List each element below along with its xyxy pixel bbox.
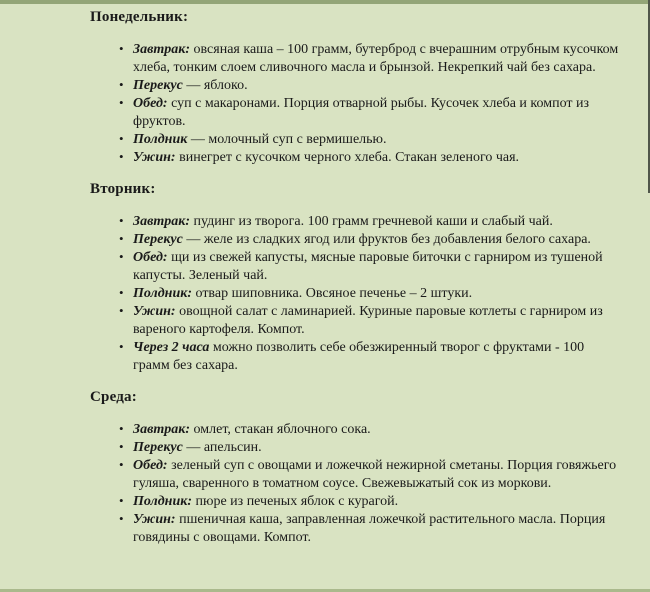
- meal-separator: —: [182, 78, 204, 93]
- meal-list-item: [90, 231, 620, 249]
- meal-text: овсяная каша – 100 грамм, бутерброд с вчерашним отрубным кусочком хлеба, тонким слоем сливочного масла и брынзой. Некрепкий чай без сахара.: [133, 42, 619, 75]
- bullet-icon: •: [119, 285, 124, 300]
- bullet-icon: •: [119, 213, 124, 228]
- meal-label: Завтрак:: [133, 422, 191, 437]
- meal-label: Перекус: [133, 78, 183, 93]
- meal-list-item: [90, 249, 620, 285]
- bullet-icon: •: [119, 303, 124, 318]
- meal-text: щи из свежей капусты, мясные паровые биточки с гарниром из тушеной капусты. Зеленый чай.: [133, 250, 603, 283]
- bullet-icon: •: [119, 511, 124, 526]
- day-section: [90, 180, 620, 375]
- meal-list-item: [90, 457, 620, 493]
- day-heading: Понедельник:: [90, 9, 189, 25]
- meal-label: Полдник:: [133, 494, 192, 509]
- meal-list-item: [90, 41, 620, 77]
- meal-label: Перекус: [133, 440, 183, 455]
- meal-list-item: [90, 285, 620, 303]
- bullet-icon: •: [119, 95, 124, 110]
- bullet-icon: •: [119, 421, 124, 436]
- meal-list-item: [90, 149, 620, 167]
- bullet-icon: •: [119, 457, 124, 472]
- meal-label: Через 2 часа: [133, 340, 210, 355]
- meal-text: желе из сладких ягод или фруктов без добавления белого сахара.: [203, 232, 591, 247]
- bullet-icon: •: [119, 41, 124, 56]
- meal-list: [90, 41, 620, 167]
- meal-text: пшеничная каша, заправленная ложечкой растительного масла. Порция говядины с овощами. Компот.: [133, 512, 606, 545]
- meal-list: [90, 213, 620, 375]
- meal-text: суп с макаронами. Порция отварной рыбы. Кусочек хлеба и компот из фруктов.: [133, 96, 590, 129]
- meal-label: Полдник: [133, 132, 188, 147]
- meal-text: винегрет с кусочком черного хлеба. Стакан зеленого чая.: [179, 150, 520, 165]
- bullet-icon: •: [119, 493, 124, 508]
- meal-list-item: [90, 131, 620, 149]
- day-heading: Вторник:: [90, 181, 156, 197]
- bullet-icon: •: [119, 339, 124, 354]
- bullet-icon: •: [119, 231, 124, 246]
- meal-text: пюре из печеных яблок с курагой.: [195, 494, 399, 509]
- meal-label: Обед:: [133, 250, 168, 265]
- meal-label: Полдник:: [133, 286, 192, 301]
- meal-text: пудинг из творога. 100 грамм гречневой каши и слабый чай.: [193, 214, 553, 229]
- meal-label: Обед:: [133, 96, 168, 111]
- meal-list: [90, 421, 620, 547]
- meal-text: можно позволить себе обезжиренный творог с фруктами - 100 грамм без сахара.: [133, 340, 585, 373]
- day-heading: Среда:: [90, 389, 137, 405]
- meal-list-item: [90, 339, 620, 375]
- meal-separator: —: [182, 440, 204, 455]
- bullet-icon: •: [119, 77, 124, 92]
- meal-label: Завтрак:: [133, 214, 191, 229]
- bullet-icon: •: [119, 249, 124, 264]
- day-section: [90, 388, 620, 547]
- meal-text: зеленый суп с овощами и ложечкой нежирной сметаны. Порция говяжьего гуляша, сваренного в томатном соусе. Свежевыжатый сок из моркови.: [133, 458, 617, 491]
- meal-label: Ужин:: [133, 150, 176, 165]
- meal-text: молочный суп с вермишелью.: [208, 132, 387, 147]
- meal-list-item: [90, 303, 620, 339]
- meal-list-item: [90, 213, 620, 231]
- meal-list-item: [90, 77, 620, 95]
- meal-text: овощной салат с ламинарией. Куриные паровые котлеты с гарниром из вареного картофеля. Компот.: [133, 304, 603, 337]
- meal-label: Ужин:: [133, 304, 176, 319]
- meal-separator: —: [182, 232, 204, 247]
- bullet-icon: •: [119, 439, 124, 454]
- meal-text: отвар шиповника. Овсяное печенье – 2 штуки.: [195, 286, 473, 301]
- meal-label: Обед:: [133, 458, 168, 473]
- meal-list-item: [90, 421, 620, 439]
- bullet-icon: •: [119, 149, 124, 164]
- meal-list-item: [90, 511, 620, 547]
- meal-list-item: [90, 439, 620, 457]
- bullet-icon: •: [119, 131, 124, 146]
- meal-text: апельсин.: [203, 440, 262, 455]
- meal-text: омлет, стакан яблочного сока.: [193, 422, 371, 437]
- meal-separator: —: [187, 132, 209, 147]
- meal-list-item: [90, 493, 620, 511]
- day-section: [90, 8, 620, 167]
- meal-label: Перекус: [133, 232, 183, 247]
- meal-label: Завтрак:: [133, 42, 191, 57]
- meal-text: яблоко.: [203, 78, 248, 93]
- meal-label: Ужин:: [133, 512, 176, 527]
- meal-list-item: [90, 95, 620, 131]
